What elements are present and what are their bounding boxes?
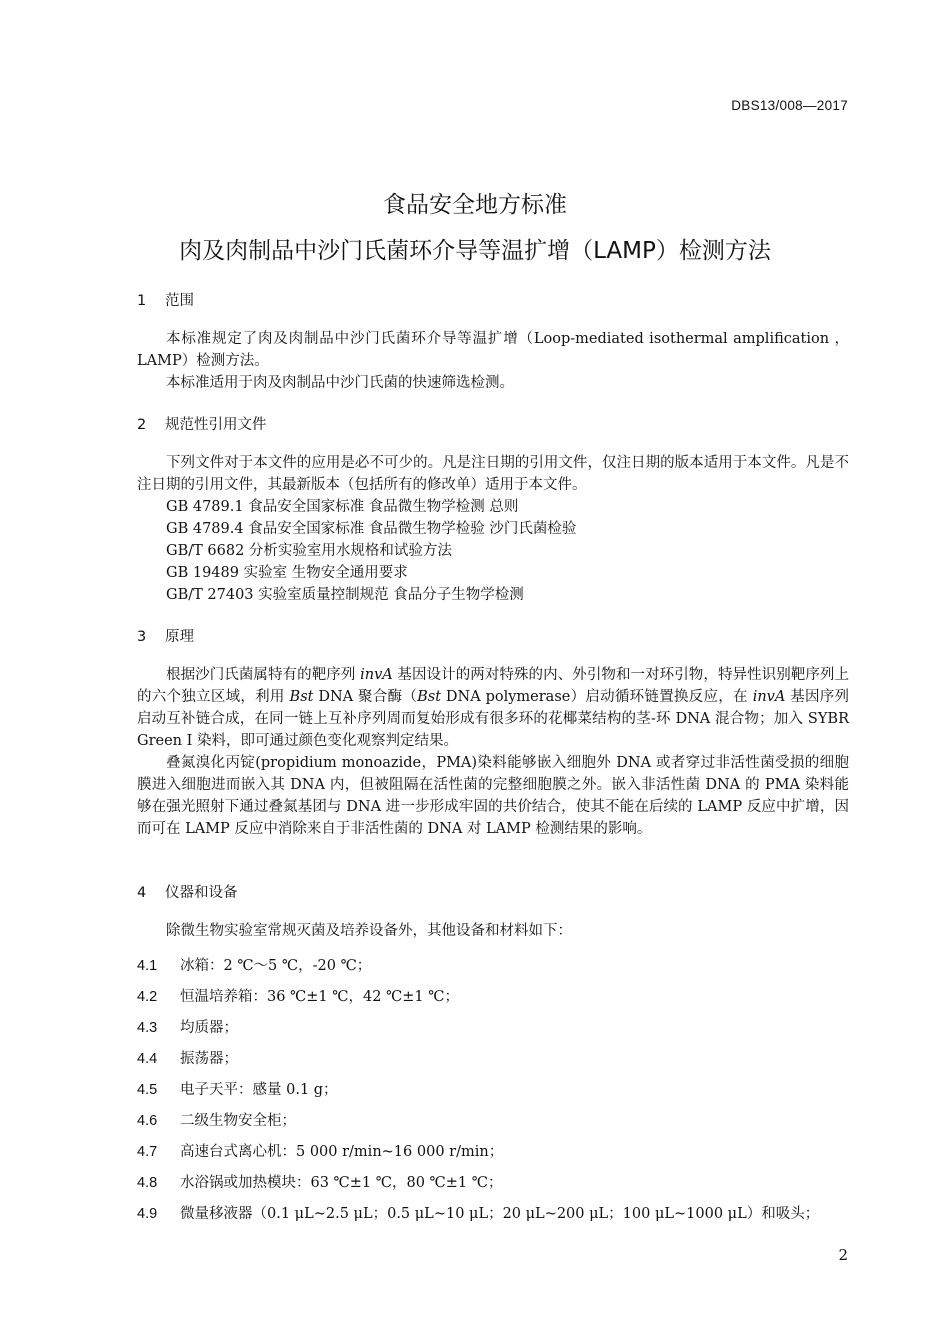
scope-paragraph-2: 本标准适用于肉及肉制品中沙门氏菌的快速筛选检测。 <box>166 375 514 391</box>
section-4-heading <box>137 881 238 902</box>
section-1-heading <box>137 289 194 310</box>
section-number: 2 <box>137 417 147 433</box>
section-number: 4 <box>137 885 147 901</box>
equipment-item: 4.1 冰箱：2 ℃～5 ℃，-20 ℃； <box>137 958 372 974</box>
reference-item: GB 4789.4 食品安全国家标准 食品微生物学检验 沙门氏菌检验 <box>166 521 577 537</box>
equipment-intro: 除微生物实验室常规灭菌及培养设备外，其他设备和材料如下： <box>166 923 572 939</box>
page-number: 2 <box>838 1246 848 1264</box>
section-title: 原理 <box>165 629 194 645</box>
equipment-item: 4.9 微量移液器（0.1 μL~2.5 μL；0.5 μL~10 μL；20 μL~200 μL；100 μL~1000 μL）和吸头； <box>137 1206 820 1222</box>
equipment-item: 4.6 二级生物安全柜； <box>137 1113 296 1129</box>
reference-item: GB/T 27403 实验室质量控制规范 食品分子生物学检测 <box>166 587 524 603</box>
section-3-heading <box>137 625 194 646</box>
principle-paragraph-2: 叠氮溴化丙锭(propidium monoazide，PMA)染料能够嵌入细胞外 DNA 或者穿过非活性菌受损的细胞膜进入细胞进而嵌入其 DNA 内，但被阻隔在活性菌的完整细胞膜之外。嵌入非活性菌 DNA 的 PMA 染料能够在强光照射下通过叠氮基团与 DNA 进一步形成牢固的共价结合，使其不能在后续的 LAMP 反应中扩增，因而可在 LAMP 反应中消除来自于非活性菌的 DNA 对 LAMP 检测结果的影响。 <box>137 755 849 837</box>
equipment-item: 4.8 水浴锅或加热模块：63 ℃±1 ℃，80 ℃±1 ℃； <box>137 1175 503 1191</box>
section-number: 3 <box>137 629 147 645</box>
equipment-item: 4.5 电子天平：感量 0.1 g； <box>137 1082 338 1098</box>
section-title: 仪器和设备 <box>165 885 238 901</box>
references-paragraph: 下列文件对于本文件的应用是必不可少的。凡是注日期的引用文件，仅注日期的版本适用于本文件。凡是不注日期的引用文件，其最新版本（包括所有的修改单）适用于本文件。 <box>137 455 849 493</box>
section-2-heading <box>137 413 267 434</box>
reference-item: GB/T 6682 分析实验室用水规格和试验方法 <box>166 543 452 559</box>
equipment-item: 4.2 恒温培养箱：36 ℃±1 ℃，42 ℃±1 ℃； <box>137 989 459 1005</box>
section-title: 规范性引用文件 <box>165 417 267 433</box>
scope-paragraph-1: 本标准规定了肉及肉制品中沙门氏菌环介导等温扩增（Loop-mediated isothermal amplification ，LAMP）检测方法。 <box>137 331 849 369</box>
equipment-item: 4.7 高速台式离心机：5 000 r/min~16 000 r/min； <box>137 1144 504 1160</box>
section-number: 1 <box>137 293 147 309</box>
principle-paragraph-1: 根据沙门氏菌属特有的靶序列 invA 基因设计的两对特殊的内、外引物和一对环引物，特异性识别靶序列上的六个独立区域，利用 Bst DNA 聚合酶（Bst DNA polymerase）启动循环链置换反应，在 invA 基因序列启动互补链合成，在同一链上互补序列周而复始形成有很多环的花椰菜结构的茎-环 DNA 混合物；加入 SYBR Green I 染料，即可通过颜色变化观察判定结果。 <box>137 667 850 749</box>
standard-title: 食品安全地方标准 <box>383 192 567 218</box>
reference-item: GB 4789.1 食品安全国家标准 食品微生物学检测 总则 <box>166 499 519 515</box>
reference-list <box>166 496 576 606</box>
document-title: 肉及肉制品中沙门氏菌环介导等温扩增（LAMP）检测方法 <box>179 238 771 264</box>
equipment-item: 4.4 振荡器； <box>137 1051 238 1067</box>
reference-item: GB 19489 实验室 生物安全通用要求 <box>166 565 408 581</box>
section-title: 范围 <box>165 293 194 309</box>
document-code: DBS13/008—2017 <box>731 98 848 113</box>
equipment-item: 4.3 均质器； <box>137 1020 238 1036</box>
